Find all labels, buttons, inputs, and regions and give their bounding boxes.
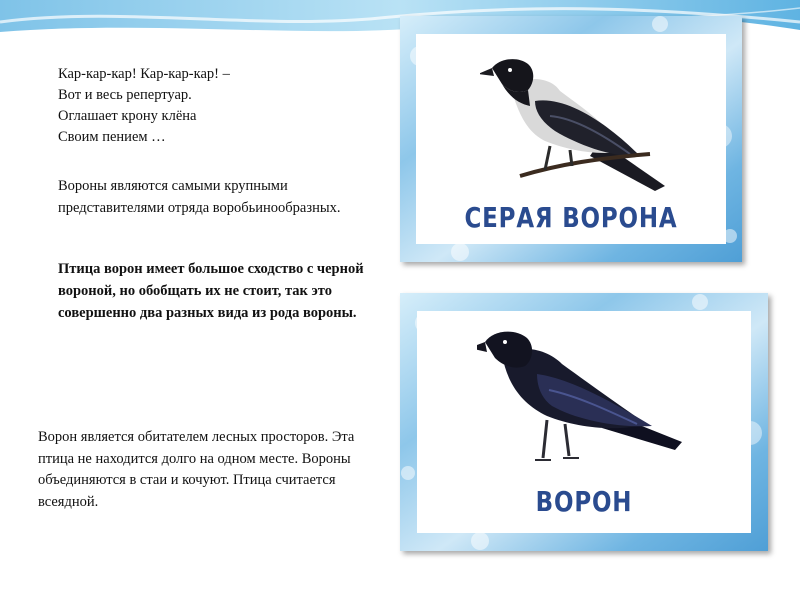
poem-line: Своим пением … [58, 129, 166, 145]
hooded-crow-illustration [480, 46, 680, 196]
poem-line: Вот и весь репертуар. [58, 87, 192, 103]
card-hooded-crow [400, 16, 742, 262]
paragraph-similarity: Птица ворон имеет большое сходство с черной вороной, но обобщать их не стоит, так это совершенно два разных вида из рода вороны. [58, 261, 364, 321]
paragraph-habitat: Ворон является обитателем лесных просторов. Эта птица не находится долго на одном месте. Вороны объединяются в стаи и кочуют. Птица считается всеядной. [38, 429, 355, 510]
poem-line: Оглашает крону клёна [58, 108, 197, 124]
poem [58, 64, 388, 148]
card-caption: ВОРОН [535, 485, 633, 518]
raven-illustration [477, 324, 687, 469]
card-raven [400, 293, 768, 551]
paragraph-largest: Вороны являются самыми крупными представителями отряда воробьинообразных. [58, 178, 341, 216]
poem-line: Кар-кар-кар! Кар-кар-кар! – [58, 66, 230, 82]
card-caption: СЕРАЯ ВОРОНА [464, 201, 678, 234]
